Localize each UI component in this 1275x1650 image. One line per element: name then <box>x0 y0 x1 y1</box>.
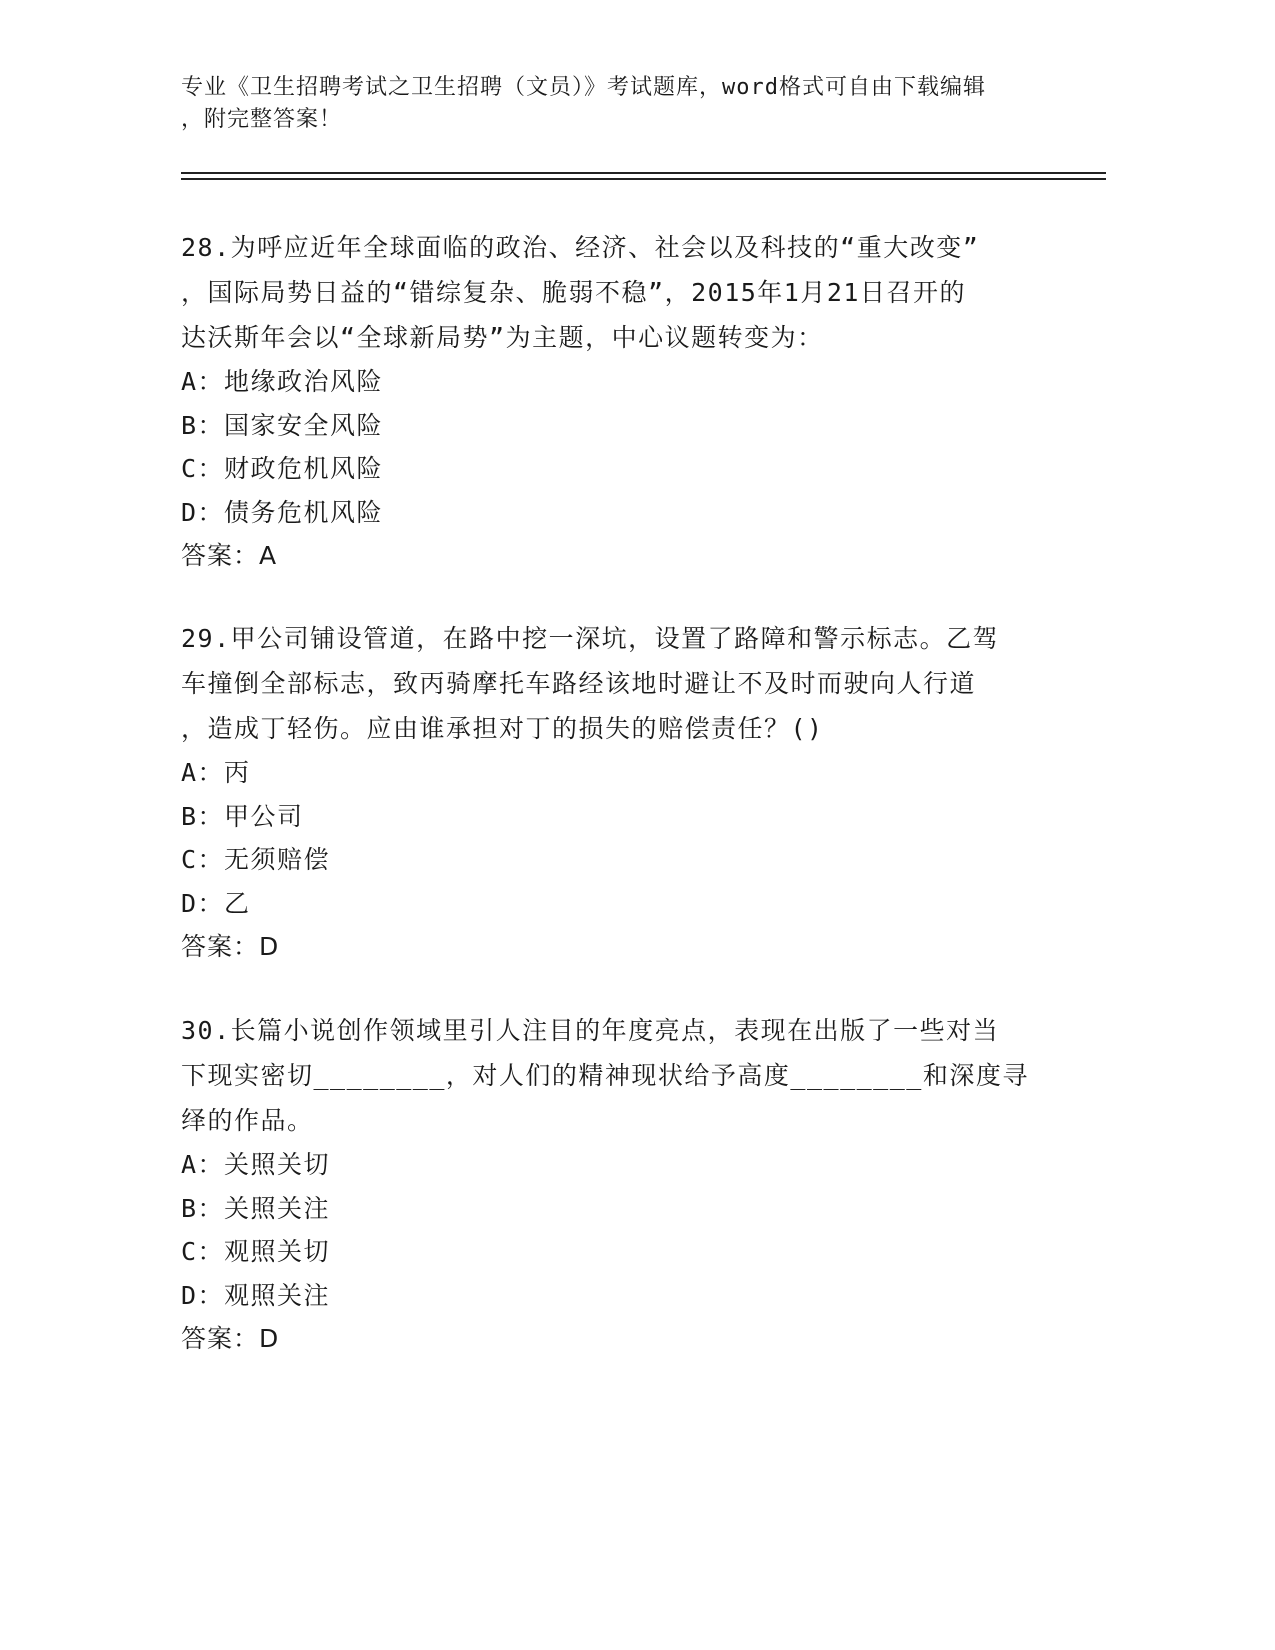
header-divider-bottom <box>181 178 1106 180</box>
option-c: C：财政危机风险 <box>181 454 384 483</box>
document-header <box>181 72 1061 136</box>
stem-line: 车撞倒全部标志，致丙骑摩托车路经该地时避让不及时而驶向人行道 <box>181 669 977 698</box>
stem-line: 达沃斯年会以“全球新局势”为主题，中心议题转变为： <box>181 323 824 352</box>
option-b: B：关照关注 <box>181 1193 331 1223</box>
question-stem <box>181 1008 1061 1143</box>
option-a: A：关照关切 <box>181 1150 331 1179</box>
question-stem <box>181 225 1061 360</box>
stem-line: 30.长篇小说创作领域里引人注目的年度亮点，表现在出版了一些对当 <box>181 1016 1000 1045</box>
option-a: A：地缘政治风险 <box>181 367 384 396</box>
option-d: D：债务危机风险 <box>181 497 384 527</box>
stem-line: 绎的作品。 <box>181 1106 314 1135</box>
question-30 <box>181 1008 1061 1361</box>
question-stem <box>181 616 1061 751</box>
stem-line: ，造成丁轻伤。应由谁承担对丁的损失的赔偿责任？() <box>181 714 824 743</box>
answer-line: 答案：D <box>181 1324 280 1353</box>
stem-line: 下现实密切________，对人们的精神现状给予高度________和深度寻 <box>181 1061 1029 1090</box>
option-a: A：丙 <box>181 758 251 787</box>
stem-line: 28.为呼应近年全球面临的政治、经济、社会以及科技的“重大改变” <box>181 233 980 262</box>
option-b: B：甲公司 <box>181 801 304 831</box>
option-b: B：国家安全风险 <box>181 410 384 440</box>
header-line: 专业《卫生招聘考试之卫生招聘（文员）》考试题库，word格式可自由下载编辑 <box>181 75 986 100</box>
option-d: D：观照关注 <box>181 1280 331 1310</box>
option-list <box>181 751 1061 925</box>
option-c: C：观照关切 <box>181 1237 331 1266</box>
option-list <box>181 360 1061 534</box>
header-divider-top <box>181 172 1106 174</box>
answer-line: 答案：A <box>181 541 278 570</box>
stem-line: ，国际局势日益的“错综复杂、脆弱不稳”，2015年1月21日召开的 <box>181 278 966 307</box>
stem-line: 29.甲公司铺设管道，在路中挖一深坑，设置了路障和警示标志。乙驾 <box>181 624 1000 653</box>
question-28 <box>181 225 1061 578</box>
option-c: C：无须赔偿 <box>181 845 331 874</box>
option-d: D：乙 <box>181 888 251 918</box>
question-29 <box>181 616 1061 969</box>
option-list <box>181 1143 1061 1317</box>
answer-line: 答案：D <box>181 932 280 961</box>
header-line: ，附完整答案！ <box>181 107 343 132</box>
